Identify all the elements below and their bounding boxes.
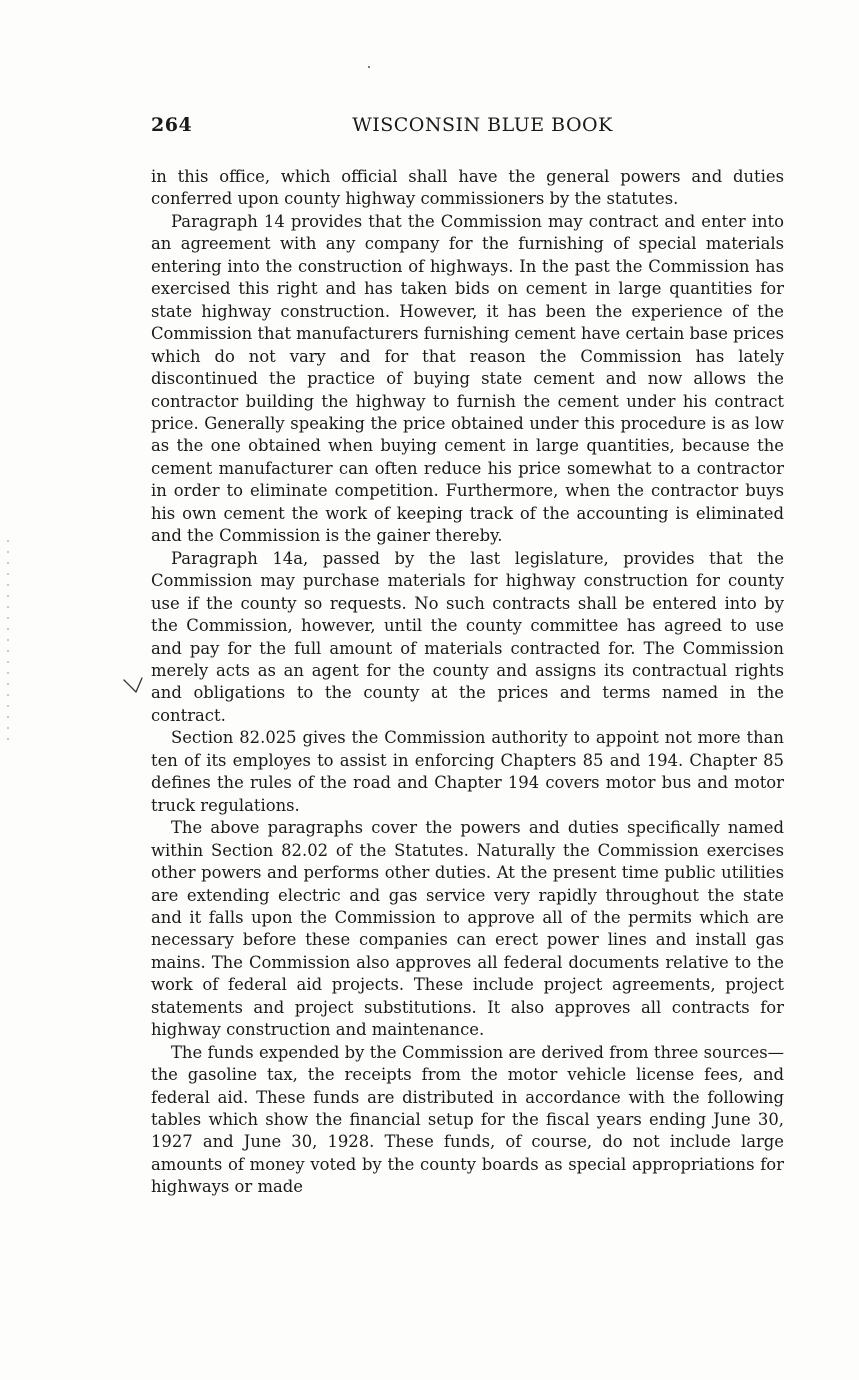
paragraph-continued: in this office, which official shall have the general powers and duties conferred upon county highway commissioners by the statutes.: [151, 167, 784, 209]
margin-dotted-line: [6, 540, 10, 740]
paragraph-section-82-025: Section 82.025 gives the Commission authority to appoint not more than ten of its employes to assist in enforcing Chapters 85 and 194. Chapter 85 defines the rules of the road and Chapter 194 covers motor bus and motor truck regulations.: [151, 728, 784, 815]
paragraph-other-powers: The above paragraphs cover the powers and duties specifically named within Section 82.02 of the Statutes. Naturally the Commission exercises other powers and performs other duties. At the present time public utilities are extending electric and gas service very rapidly throughout the state and it falls upon the Commission to approve all of the permits which are necessary before these companies can erect power lines and install gas mains. The Commission also approves all federal documents relative to the work of federal aid projects. These include project agreements, project statements and project substitutions. It also approves all contracts for highway construction and maintenance.: [151, 818, 784, 1040]
paragraph-14: Paragraph 14 provides that the Commission may contract and enter into an agreement with any company for the furnishing of special materials entering into the construction of highways. In the past the Commission has exercised this right and has taken bids on cement in large quantities for state highway construction. However, it has been the experience of the Commission that manufacturers furnishing cement have certain base prices which do not vary and for that reason the Commission has lately discontinued the practice of buying state cement and now allows the contractor building the highway to furnish the cement under his contract price. Generally speaking the price obtained under this procedure is as low as the one obtained when buying cement in large quantities, because the cement manufacturer can often reduce his price somewhat to a contractor in order to eliminate competition. Furthermore, when the contractor buys his own cement the work of keeping track of the accounting is eliminated and the Commission is the gainer thereby.: [151, 211, 784, 546]
paragraph-14a: Paragraph 14a, passed by the last legislature, provides that the Commission may purchase materials for highway construction for county use if the county so requests. No such contracts shall be entered into by the Commission, however, until the county committee has agreed to use and pay for the full amount of materials contracted for. The Commission merely acts as an agent for the county and assigns its contractual rights and obligations to the county at the prices and terms named in the contract.: [151, 548, 784, 725]
page-header: [151, 114, 784, 142]
stray-ink-dot: [368, 66, 370, 68]
running-title: WISCONSIN BLUE BOOK: [352, 114, 613, 136]
body-text: [151, 166, 784, 1199]
paragraph-funds: The funds expended by the Commission are derived from three sources—the gasoline tax, the receipts from the motor vehicle license fees, and federal aid. These funds are distributed in accordance with the following tables which show the financial setup for the fiscal years ending June 30, 1927 and June 30, 1928. These funds, of course, do not include large amounts of money voted by the county boards as special appropriations for highways or made: [151, 1042, 784, 1197]
handwritten-check-mark-icon: [122, 676, 148, 696]
page-number: 264: [151, 114, 193, 136]
